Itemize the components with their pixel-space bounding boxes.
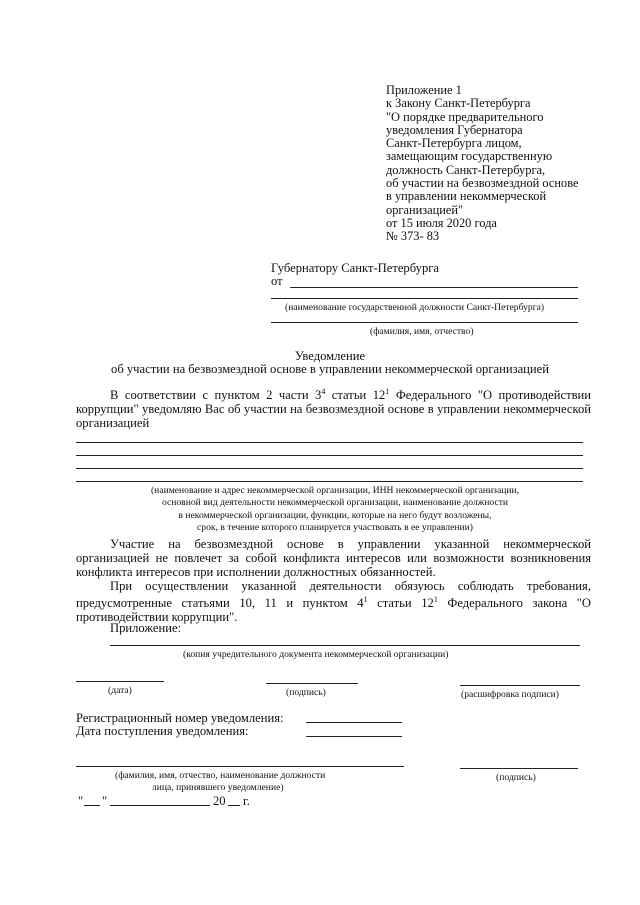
receiver-line (76, 766, 404, 767)
receiver-caption-2: лица, принявшего уведомление) (152, 782, 284, 793)
year-line (228, 805, 240, 806)
notice-subtitle: об участии на безвозмездной основе в управлении некоммерческой организацией (111, 362, 549, 376)
addressee-to: Губернатору Санкт-Петербурга (271, 261, 440, 275)
appendix-line: замещающим государственную (386, 149, 553, 164)
received-date-line (306, 736, 402, 737)
appendix-line: Санкт-Петербурга лицом, (386, 136, 522, 151)
appendix-line: уведомления Губернатора (386, 122, 523, 137)
addressee-from-label: от (271, 274, 283, 288)
reg-number-line (306, 722, 402, 723)
org-line-4 (76, 481, 583, 482)
appendix-line: об участии на безвозмездной основе (386, 176, 579, 191)
month-line (110, 805, 210, 806)
appendix-line: организацией" (386, 202, 464, 217)
date-line (76, 681, 164, 682)
name-caption: (фамилия, имя, отчество) (370, 326, 474, 337)
receiver-signature-caption: (подпись) (496, 772, 536, 783)
attachment-line (110, 645, 580, 646)
paragraph-2: Участие на безвозмездной основе в управлении указанной некоммерческой организацией не повлечет за собой конфликта интересов или возможности возникновения конфликта интересов при исполнении должностных обязанностей. (76, 537, 591, 579)
receiver-signature-line (460, 768, 578, 769)
reg-number-label: Регистрационный номер уведомления: (76, 711, 284, 725)
decoding-line (460, 685, 580, 686)
date-quote-close: " (102, 794, 108, 808)
appendix-line: в управлении некоммерческой (386, 189, 547, 204)
appendix-line: № 373- 83 (386, 229, 440, 244)
from-line (290, 287, 578, 288)
position-caption: (наименование государственной должности Санкт-Петербурга) (285, 302, 545, 313)
org-caption: (наименование и адрес некоммерческой организации, ИНН некоммерческой организации, основной вид деятельности некоммерческой организации, наименование должности в некоммерческой организации, функции, которые на него будут возложены, срок, в течение которого планируется участвовать в ее управлении) (150, 485, 520, 534)
appendix-line: Приложение 1 (386, 83, 462, 97)
attachment-caption: (копия учредительного документа некоммерческой организации) (183, 649, 449, 660)
decoding-caption: (расшифровка подписи) (461, 689, 559, 700)
signature-line (266, 683, 358, 684)
receiver-caption-1: (фамилия, имя, отчество, наименование должности (115, 770, 326, 781)
org-line-3 (76, 468, 583, 469)
appendix-header (386, 84, 626, 244)
attachment-label: Приложение: (110, 621, 182, 635)
name-line (271, 322, 578, 323)
paragraph-3: При осуществлении указанной деятельности обязуюсь соблюдать требования, предусмотренные статьями 10, 11 и пунктом $4^1$ статьи $12^1$ Федерального закона "О противодействии коррупции". (76, 579, 592, 624)
year-suffix: г. (243, 794, 250, 808)
org-line-2 (76, 455, 583, 456)
org-line-1 (76, 442, 583, 443)
notice-title: Уведомление (294, 349, 366, 363)
appendix-line: к Закону Санкт-Петербурга (386, 96, 531, 111)
appendix-line: должность Санкт-Петербурга, (386, 162, 546, 177)
year-prefix: 20 (213, 794, 226, 808)
signature-caption: (подпись) (286, 687, 326, 698)
position-line (271, 298, 578, 299)
appendix-line: от 15 июля 2020 года (386, 215, 497, 230)
date-caption: (дата) (108, 685, 132, 696)
appendix-line: "О порядке предварительного (386, 109, 544, 124)
paragraph-1: В соответствии с пунктом 2 части $3^4$ статьи $12^1$ Федерального "О противодействии коррупции" уведомляю Вас об участии на безвозмездной основе в управлении некоммерческой организацией (76, 387, 592, 430)
date-quote-open: " (78, 794, 84, 808)
day-line (84, 805, 100, 806)
received-date-label: Дата поступления уведомления: (76, 724, 249, 738)
